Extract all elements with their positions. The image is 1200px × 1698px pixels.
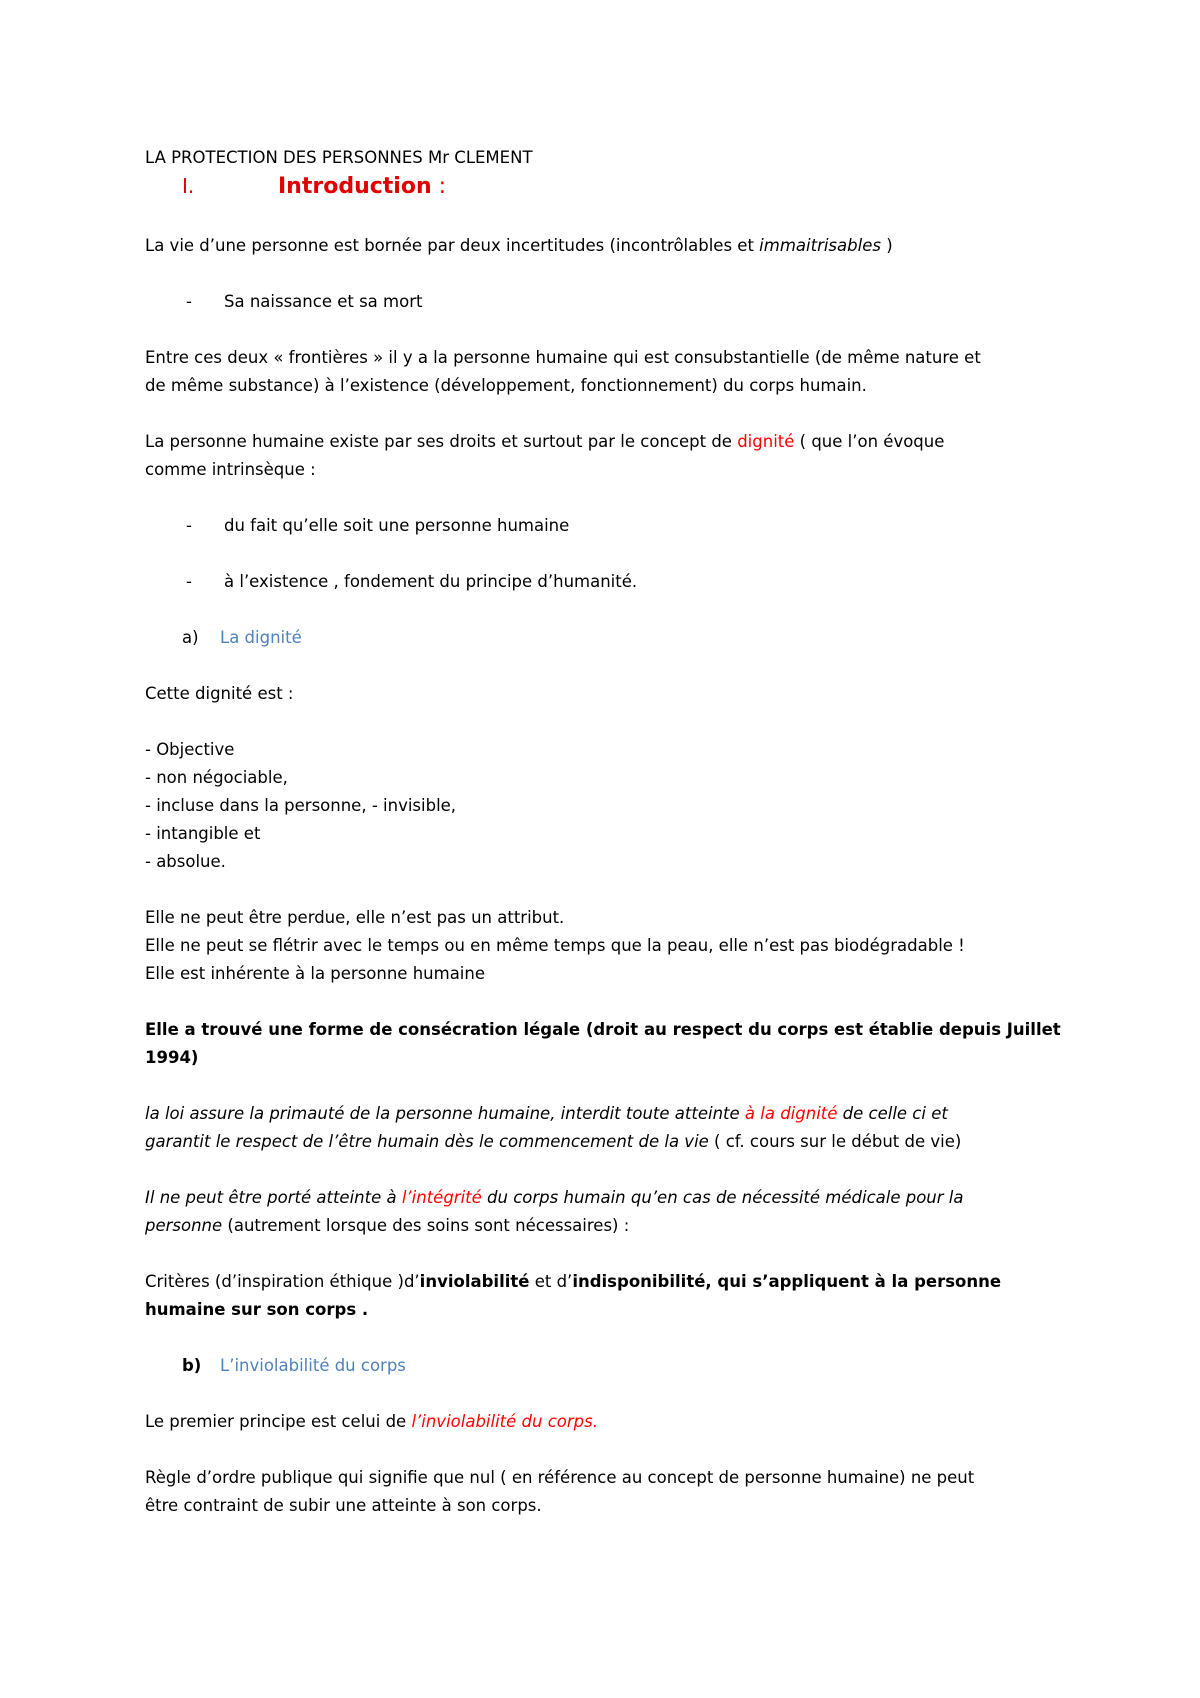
paragraph-dignity-concept: [145, 428, 944, 455]
paragraph-line: Elle est inhérente à la personne humaine: [145, 964, 485, 983]
paragraph-italic: immaitrisables: [759, 236, 881, 255]
highlight-integrity: l’intégrité: [401, 1188, 482, 1207]
bullet-item: [186, 512, 569, 539]
highlight-inviolability: l’inviolabilité du corps.: [411, 1412, 598, 1431]
highlight-dignity: à la dignité: [744, 1104, 838, 1123]
paragraph-line-bold: Elle a trouvé une forme de consécration légale (droit au respect du corps est établie depuis Juillet: [145, 1020, 1061, 1039]
subsection-title: L’inviolabilité du corps: [220, 1356, 406, 1375]
paragraph-line: Règle d’ordre publique qui signifie que nul ( en référence au concept de personne humaine) ne peut: [145, 1468, 975, 1487]
list-item: - absolue.: [145, 852, 226, 871]
paragraph-text: du corps humain qu’en cas de nécessité médicale pour la: [481, 1188, 964, 1207]
paragraph-line: [145, 1212, 629, 1239]
section-heading-introduction: [182, 173, 446, 200]
paragraph-text: Le premier principe est celui de: [145, 1412, 412, 1431]
subsection-heading-b: [182, 1352, 406, 1379]
paragraph-line: Elle ne peut être perdue, elle n’est pas un attribut.: [145, 908, 565, 927]
paragraph-text: ( cf. cours sur le début de vie): [708, 1132, 962, 1151]
list-item: - Objective: [145, 740, 235, 759]
bullet-dash: -: [186, 516, 192, 535]
paragraph-line: [145, 1128, 961, 1155]
paragraph-bold: indisponibilité: [572, 1272, 706, 1291]
paragraph-italic: personne: [145, 1216, 223, 1235]
list-item: - non négociable,: [145, 768, 288, 787]
bullet-dash: -: [186, 292, 192, 311]
subsection-title: La dignité: [220, 628, 302, 647]
list-item: - incluse dans la personne, - invisible,: [145, 796, 457, 815]
bullet-item: [186, 288, 422, 315]
paragraph-italic: garantit le respect de l’être humain dès le commencement de la vie: [145, 1132, 709, 1151]
paragraph-line: Elle ne peut se flétrir avec le temps ou en même temps que la peau, elle n’est pas biodégradable !: [145, 936, 965, 955]
paragraph-bold: , qui s’appliquent à la personne: [705, 1272, 1002, 1291]
paragraph-integrity: [145, 1184, 963, 1211]
bullet-text: Sa naissance et sa mort: [224, 292, 423, 311]
paragraph-text: (autrement lorsque des soins sont nécessaires) :: [222, 1216, 630, 1235]
paragraph-text: La vie d’une personne est bornée par deux incertitudes (incontrôlables et: [145, 236, 760, 255]
paragraph-text: ( que l’on évoque: [794, 432, 945, 451]
paragraph-line-bold: 1994): [145, 1048, 199, 1067]
bullet-dash: -: [186, 572, 192, 591]
paragraph-text: et d’: [529, 1272, 573, 1291]
paragraph-line: Cette dignité est :: [145, 684, 294, 703]
paragraph-line: comme intrinsèque :: [145, 460, 316, 479]
bullet-text: à l’existence , fondement du principe d’humanité.: [224, 572, 638, 591]
document-title: LA PROTECTION DES PERSONNES Mr CLEMENT: [145, 148, 533, 167]
section-title: Introduction: [278, 174, 432, 199]
paragraph-criteria: [145, 1268, 1001, 1295]
paragraph-line-bold: humaine sur son corps .: [145, 1300, 369, 1319]
bullet-item: [186, 568, 637, 595]
highlight-dignity: dignité: [737, 432, 795, 451]
paragraph-life-bounds: [145, 232, 893, 259]
paragraph-text: Critères (d’inspiration éthique )d’: [145, 1272, 420, 1291]
paragraph-text: La personne humaine existe par ses droits et surtout par le concept de: [145, 432, 738, 451]
paragraph-line: être contraint de subir une atteinte à son corps.: [145, 1496, 542, 1515]
list-item: - intangible et: [145, 824, 261, 843]
subsection-letter: b): [182, 1356, 202, 1375]
bullet-text: du fait qu’elle soit une personne humaine: [224, 516, 570, 535]
paragraph-text: ): [880, 236, 893, 255]
paragraph-text: de celle ci et: [837, 1104, 948, 1123]
section-title-suffix: :: [431, 174, 447, 199]
subsection-heading-a: [182, 624, 302, 651]
paragraph-line: Entre ces deux « frontières » il y a la personne humaine qui est consubstantielle (de même nature et: [145, 348, 981, 367]
paragraph-text: la loi assure la primauté de la personne humaine, interdit toute atteinte: [145, 1104, 745, 1123]
section-number: I.: [182, 174, 195, 198]
paragraph-law-primacy: [145, 1100, 948, 1127]
paragraph-first-principle: [145, 1408, 598, 1435]
paragraph-line: de même substance) à l’existence (développement, fonctionnement) du corps humain.: [145, 376, 867, 395]
paragraph-text: Il ne peut être porté atteinte à: [145, 1188, 402, 1207]
subsection-letter: a): [182, 628, 199, 647]
paragraph-bold: inviolabilité: [419, 1272, 530, 1291]
